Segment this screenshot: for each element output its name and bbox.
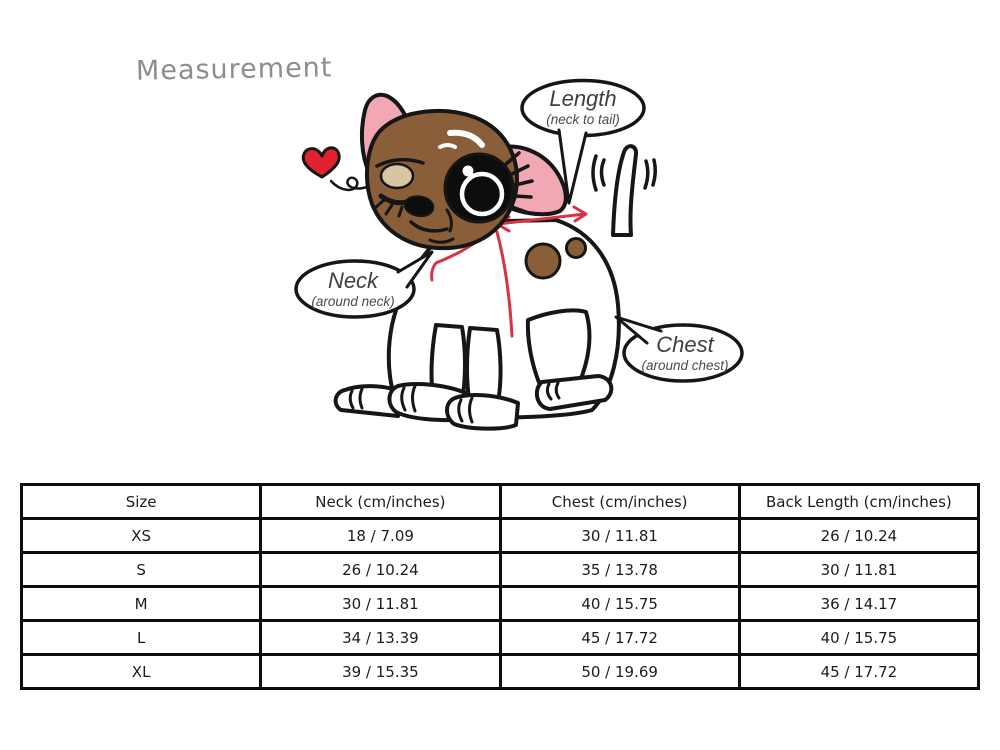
cell-neck: 18 / 7.09 xyxy=(261,519,500,553)
header-size: Size xyxy=(22,485,261,519)
length-bubble-sub: (neck to tail) xyxy=(546,112,620,127)
cell-chest: 30 / 11.81 xyxy=(500,519,739,553)
chest-bubble-label: Chest xyxy=(656,332,714,357)
cell-neck: 34 / 13.39 xyxy=(261,621,500,655)
cell-neck: 39 / 15.35 xyxy=(261,655,500,689)
header-chest: Chest (cm/inches) xyxy=(500,485,739,519)
cell-chest: 45 / 17.72 xyxy=(500,621,739,655)
chest-bubble xyxy=(616,317,742,381)
cell-chest: 50 / 19.69 xyxy=(500,655,739,689)
chest-bubble-sub: (around chest) xyxy=(641,358,729,373)
cell-chest: 35 / 13.78 xyxy=(500,553,739,587)
cell-neck: 26 / 10.24 xyxy=(261,553,500,587)
cell-size: L xyxy=(22,621,261,655)
neck-bubble-label: Neck xyxy=(327,268,379,293)
cell-back-length: 36 / 14.17 xyxy=(739,587,978,621)
table-row-xs xyxy=(22,519,979,553)
table-row-xl xyxy=(22,655,979,689)
squiggle-line xyxy=(331,178,367,190)
neck-bubble-sub: (around neck) xyxy=(311,294,395,309)
header-back-length: Back Length (cm/inches) xyxy=(739,485,978,519)
table-row-s xyxy=(22,553,979,587)
length-bubble-label: Length xyxy=(549,86,617,111)
header-neck: Neck (cm/inches) xyxy=(261,485,500,519)
dog-tail xyxy=(613,146,636,235)
cell-back-length: 40 / 15.75 xyxy=(739,621,978,655)
cell-size: XL xyxy=(22,655,261,689)
table-header-row xyxy=(22,485,979,519)
dog-spot-large xyxy=(526,244,560,278)
heart-icon xyxy=(303,148,339,177)
dog-front-leg-right xyxy=(467,328,501,404)
cell-back-length: 30 / 11.81 xyxy=(739,553,978,587)
eye-sparkle xyxy=(463,166,474,177)
table-row-l xyxy=(22,621,979,655)
cell-size: S xyxy=(22,553,261,587)
table-row-m xyxy=(22,587,979,621)
dog-nose xyxy=(405,196,433,216)
tail-motion-lines xyxy=(602,160,605,185)
cell-size: M xyxy=(22,587,261,621)
cell-back-length: 26 / 10.24 xyxy=(739,519,978,553)
dog-eye-patch xyxy=(381,164,413,188)
size-chart-table xyxy=(20,483,980,690)
cell-chest: 40 / 15.75 xyxy=(500,587,739,621)
cell-neck: 30 / 11.81 xyxy=(261,587,500,621)
dog-spot-small xyxy=(567,239,586,258)
cell-size: XS xyxy=(22,519,261,553)
page-title: Measurement xyxy=(135,52,333,87)
cell-back-length: 45 / 17.72 xyxy=(739,655,978,689)
